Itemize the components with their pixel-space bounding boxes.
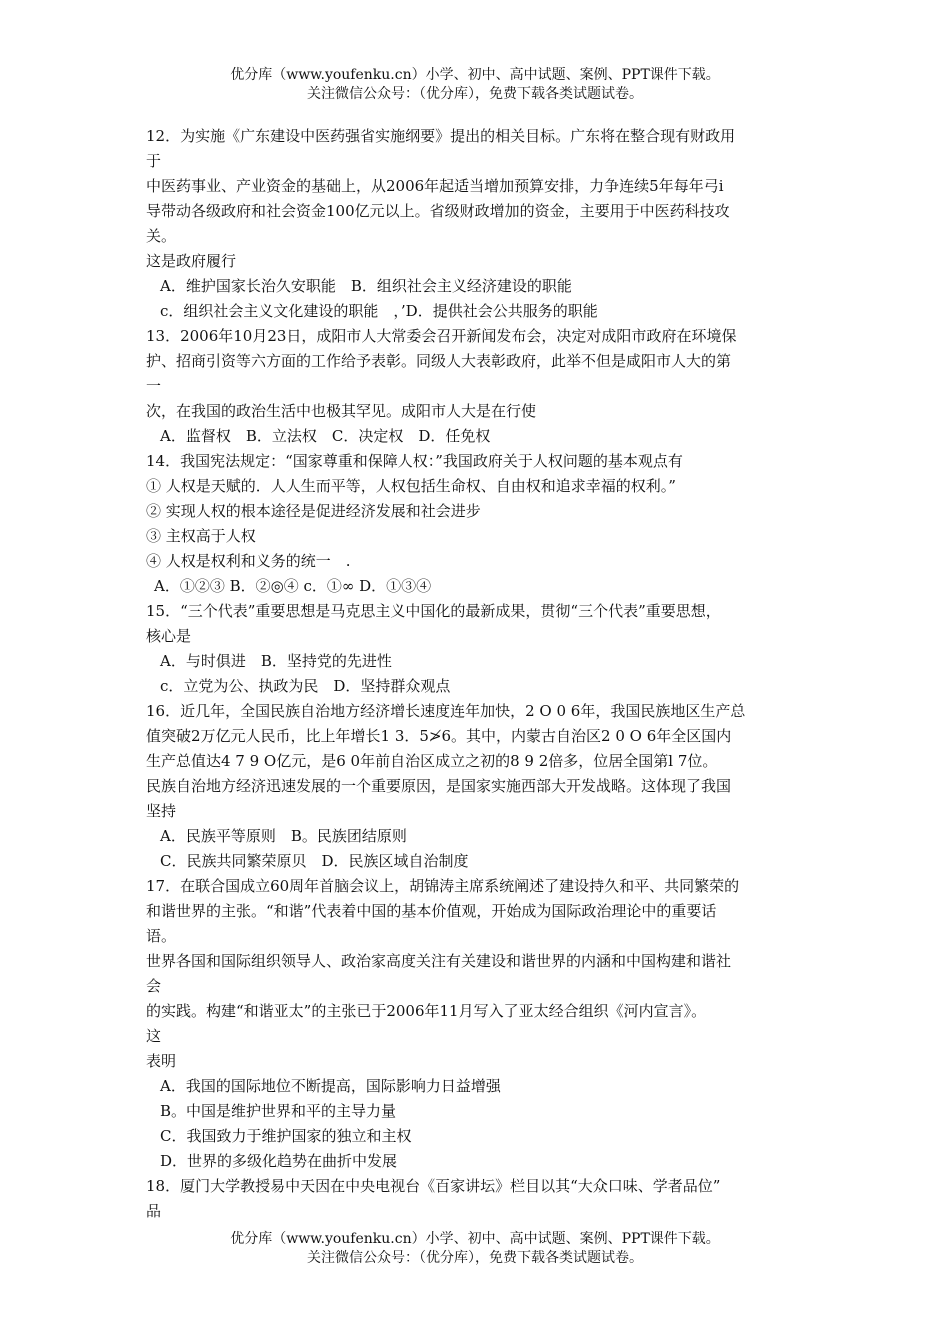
page-footer <box>0 1230 950 1268</box>
text-line: 这是政府履行 <box>146 252 237 270</box>
text-line: 于 <box>146 152 162 170</box>
text-line: 表明 <box>146 1052 177 1070</box>
answer-option: A．维护国家长治久安职能 B．组织社会主义经济建设的职能 <box>160 277 572 295</box>
text-line: 和谐世界的主张。“和谐”代表着中国的基本价值观，开始成为国际政治理论中的重要话 <box>146 902 717 920</box>
text-line: 坚持 <box>146 802 177 820</box>
text-line: 15．“三个代表”重要思想是马克思主义中国化的最新成果，贯彻“三个代表”重要思想， <box>146 602 721 620</box>
answer-option: A．与时俱进 B．坚持党的先进性 <box>160 652 392 670</box>
text-line: ② 实现人权的根本途径是促进经济发展和社会进步 <box>146 502 481 520</box>
footer-line-1: 优分库（www.youfenku.cn）小学、初中、高中试题、案例、PPT课件下载。 <box>230 1231 720 1247</box>
text-line: 的实践。构建“和谐亚太”的主张已于2006年11月写入了亚太经合组织《河内宣言》。 <box>146 1002 707 1020</box>
header-line-1: 优分库（www.youfenku.cn）小学、初中、高中试题、案例、PPT课件下载。 <box>230 67 720 83</box>
text-line: 18．厦门大学教授易中天因在中央电视台《百家讲坛》栏目以其“大众口味、学者品位” <box>146 1177 721 1195</box>
text-line: ④ 人权是权利和义务的统一 . <box>146 552 351 570</box>
text-line: ③ 主权高于人权 <box>146 527 256 545</box>
answer-option: c．立党为公、执政为民 D．坚持群众观点 <box>160 677 451 695</box>
answer-option: D．世界的多级化趋势在曲折中发展 <box>160 1152 398 1170</box>
answer-option: A．监督权 B．立法权 C．决定权 D．任免权 <box>160 427 491 445</box>
answer-option: A．民族平等原则 B。民族团结原则 <box>160 827 407 845</box>
answer-option: A．①②③ B．②◎④ c．①∞ D．①③④ <box>154 577 432 595</box>
page-header <box>0 66 950 104</box>
text-line: 17．在联合国成立60周年首脑会议上，胡锦涛主席系统阐述了建设持久和平、共同繁荣的 <box>146 877 740 895</box>
answer-option: c．组织社会主义文化建设的职能 ，’D．提供社会公共服务的职能 <box>160 302 598 320</box>
text-line: 16．近几年，全国民族自治地方经济增长速度连年加快，2 O 0 6年，我国民族地区生产总 <box>146 702 746 720</box>
answer-option: C．我国致力于维护国家的独立和主权 <box>160 1127 412 1145</box>
text-line: 世界各国和国际组织领导人、政治家高度关注有关建设和谐世界的内涵和中国构建和谐社 <box>146 952 732 970</box>
text-line: 12．为实施《广东建设中医药强省实施纲要》提出的相关目标。广东将在整合现有财政用 <box>146 127 736 145</box>
text-line: ① 人权是天赋的．人人生而平等，人权包括生命权、自由权和追求幸福的权利。” <box>146 477 676 495</box>
text-line: 品 <box>146 1202 162 1220</box>
answer-option: B。中国是维护世界和平的主导力量 <box>160 1102 397 1120</box>
text-line: 核心是 <box>146 627 192 645</box>
text-line: 中医药事业、产业资金的基础上，从2006年起适当增加预算安排，力争连续5年每年弓i <box>146 177 724 195</box>
header-line-2: 关注微信公众号：（优分库），免费下载各类试题试卷。 <box>307 86 643 102</box>
text-line: 护、招商引资等六方面的工作给予表彰。同级人大表彰政府，此举不但是咸阳市人大的第 <box>146 352 732 370</box>
footer-line-2: 关注微信公众号：（优分库），免费下载各类试题试卷。 <box>307 1250 643 1266</box>
text-line: 13．2006年10月23日，成阳市人大常委会召开新闻发布会，决定对成阳市政府在环境保 <box>146 327 737 345</box>
text-line: 语。 <box>146 927 177 945</box>
text-line: 导带动各级政府和社会资金100亿元以上。省级财政增加的资金，主要用于中医药科技攻 <box>146 202 730 220</box>
text-line: 会 <box>146 977 162 995</box>
text-line: 值突破2万亿元人民币，比上年增长1 3．5≯6。其中，内蒙古自治区2 0 O 6年全区国内 <box>146 727 732 745</box>
document-body <box>146 124 816 1224</box>
answer-option: C．民族共同繁荣原贝 D．民族区域自治制度 <box>160 852 469 870</box>
text-line: 14．我国宪法规定：“国家尊重和保障人权：”我国政府关于人权问题的基本观点有 <box>146 452 683 470</box>
text-line: 生产总值达4 7 9 O亿元，是6 0年前自治区成立之初的8 9 2倍多，位居全国第l 7位。 <box>146 752 718 770</box>
answer-option: A．我国的国际地位不断提高，国际影响力日益增强 <box>160 1077 501 1095</box>
text-line: 次，在我国的政治生活中也极其罕见。成阳市人大是在行使 <box>146 402 537 420</box>
text-line: 关。 <box>146 227 177 245</box>
text-line: 这 <box>146 1027 162 1045</box>
text-line: 民族自治地方经济迅速发展的一个重要原因，是国家实施西部大开发战略。这体现了我国 <box>146 777 732 795</box>
text-line: 一 <box>146 377 162 395</box>
